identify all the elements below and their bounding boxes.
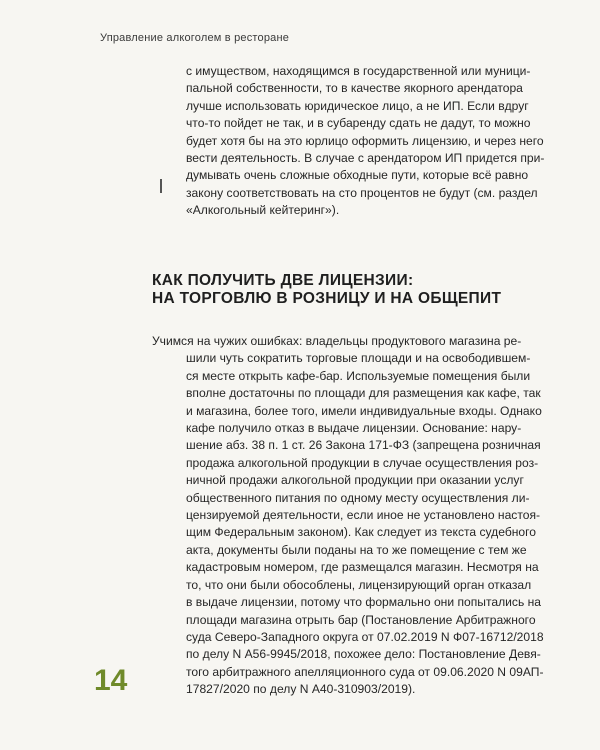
running-head: Управление алкоголем в ресторане	[100, 32, 290, 44]
text-line: шили чуть сократить торговые площади и на освободившем-	[186, 351, 531, 366]
text-line: с имуществом, находящимся в государственной или муници-	[186, 64, 531, 78]
text-line: общественного питания по одному месту осуществления ли-	[186, 490, 530, 505]
text-line: что-то пойдет не так, и в субаренду сдать не дадут, то можно	[186, 116, 531, 131]
text-line: кафе получило отказ в выдаче лицензии. Основание: нару-	[186, 421, 522, 436]
text-line: шение абз. 38 п. 1 ст. 26 Закона 171-ФЗ (запрещена розничная	[186, 438, 541, 453]
text-line: и магазина, более того, имели индивидуальные входы. Однако	[186, 403, 542, 418]
margin-mark	[160, 179, 162, 193]
text-line: щим Федеральным законом). Как следует из текста судебного	[186, 525, 537, 540]
heading-line: КАК ПОЛУЧИТЬ ДВЕ ЛИЦЕНЗИИ:	[152, 272, 414, 289]
text-line: площади магазина отрыть бар (Постановление Арбитражного	[186, 612, 536, 627]
paragraph-body	[152, 333, 544, 699]
heading-line: НА ТОРГОВЛЮ В РОЗНИЦУ И НА ОБЩЕПИТ	[152, 290, 502, 307]
text-line: 17827/2020 по делу N А40-310903/2019).	[186, 682, 416, 697]
text-line: кадастровым номером, где размещался магазин. Несмотря на	[186, 560, 539, 575]
text-line: пальной собственности, то в качестве якорного арендатора	[186, 81, 523, 96]
text-line: ся месте открыть кафе-бар. Используемые помещения были	[186, 368, 531, 383]
text-line: вести деятельность. В случае с арендатором ИП придется при-	[186, 151, 545, 166]
text-line: то, что они были обособлены, лицензирующий орган отказал	[186, 577, 532, 592]
page-number: 14	[94, 664, 128, 697]
text-line: по делу N А56-9945/2018, похожее дело: Постановление Девя-	[186, 647, 541, 662]
text-line: суда Северо-Западного округа от 07.02.2019 N Ф07-16712/2018	[186, 629, 544, 644]
text-line: лучше использовать юридическое лицо, а не ИП. Если вдруг	[186, 98, 529, 113]
text-line: в выдаче лицензии, потому что формально они попытались на	[186, 595, 542, 610]
text-line: цензируемой деятельности, если иное не установлено настоя-	[186, 508, 541, 523]
text-line: «Алкогольный кейтеринг»).	[186, 203, 340, 218]
text-line: закону соответствовать на сто процентов не будут (см. раздел	[186, 185, 538, 200]
text-line: Учимся на чужих ошибках: владельцы продуктового магазина ре-	[152, 334, 522, 348]
text-line: того арбитражного апелляционного суда от 09.06.2020 N 09АП-	[186, 664, 544, 679]
text-line: вполне достаточны по площади для размещения как кафе, так	[186, 386, 541, 401]
paragraph-continuation	[186, 63, 545, 220]
text-line: продажа алкогольной продукции в случае осуществления роз-	[186, 455, 539, 470]
text-line: акта, документы были поданы на то же помещение с тем же	[186, 542, 527, 557]
text-line: думывать очень сложные обходные пути, которые всё равно	[186, 168, 529, 183]
text-line: будет хотя бы на это юрлицо оформить лицензию, и через него	[186, 133, 544, 148]
text-line: ничной продажи алкогольной продукции при оказании услуг	[186, 473, 524, 488]
section-heading	[152, 272, 501, 308]
